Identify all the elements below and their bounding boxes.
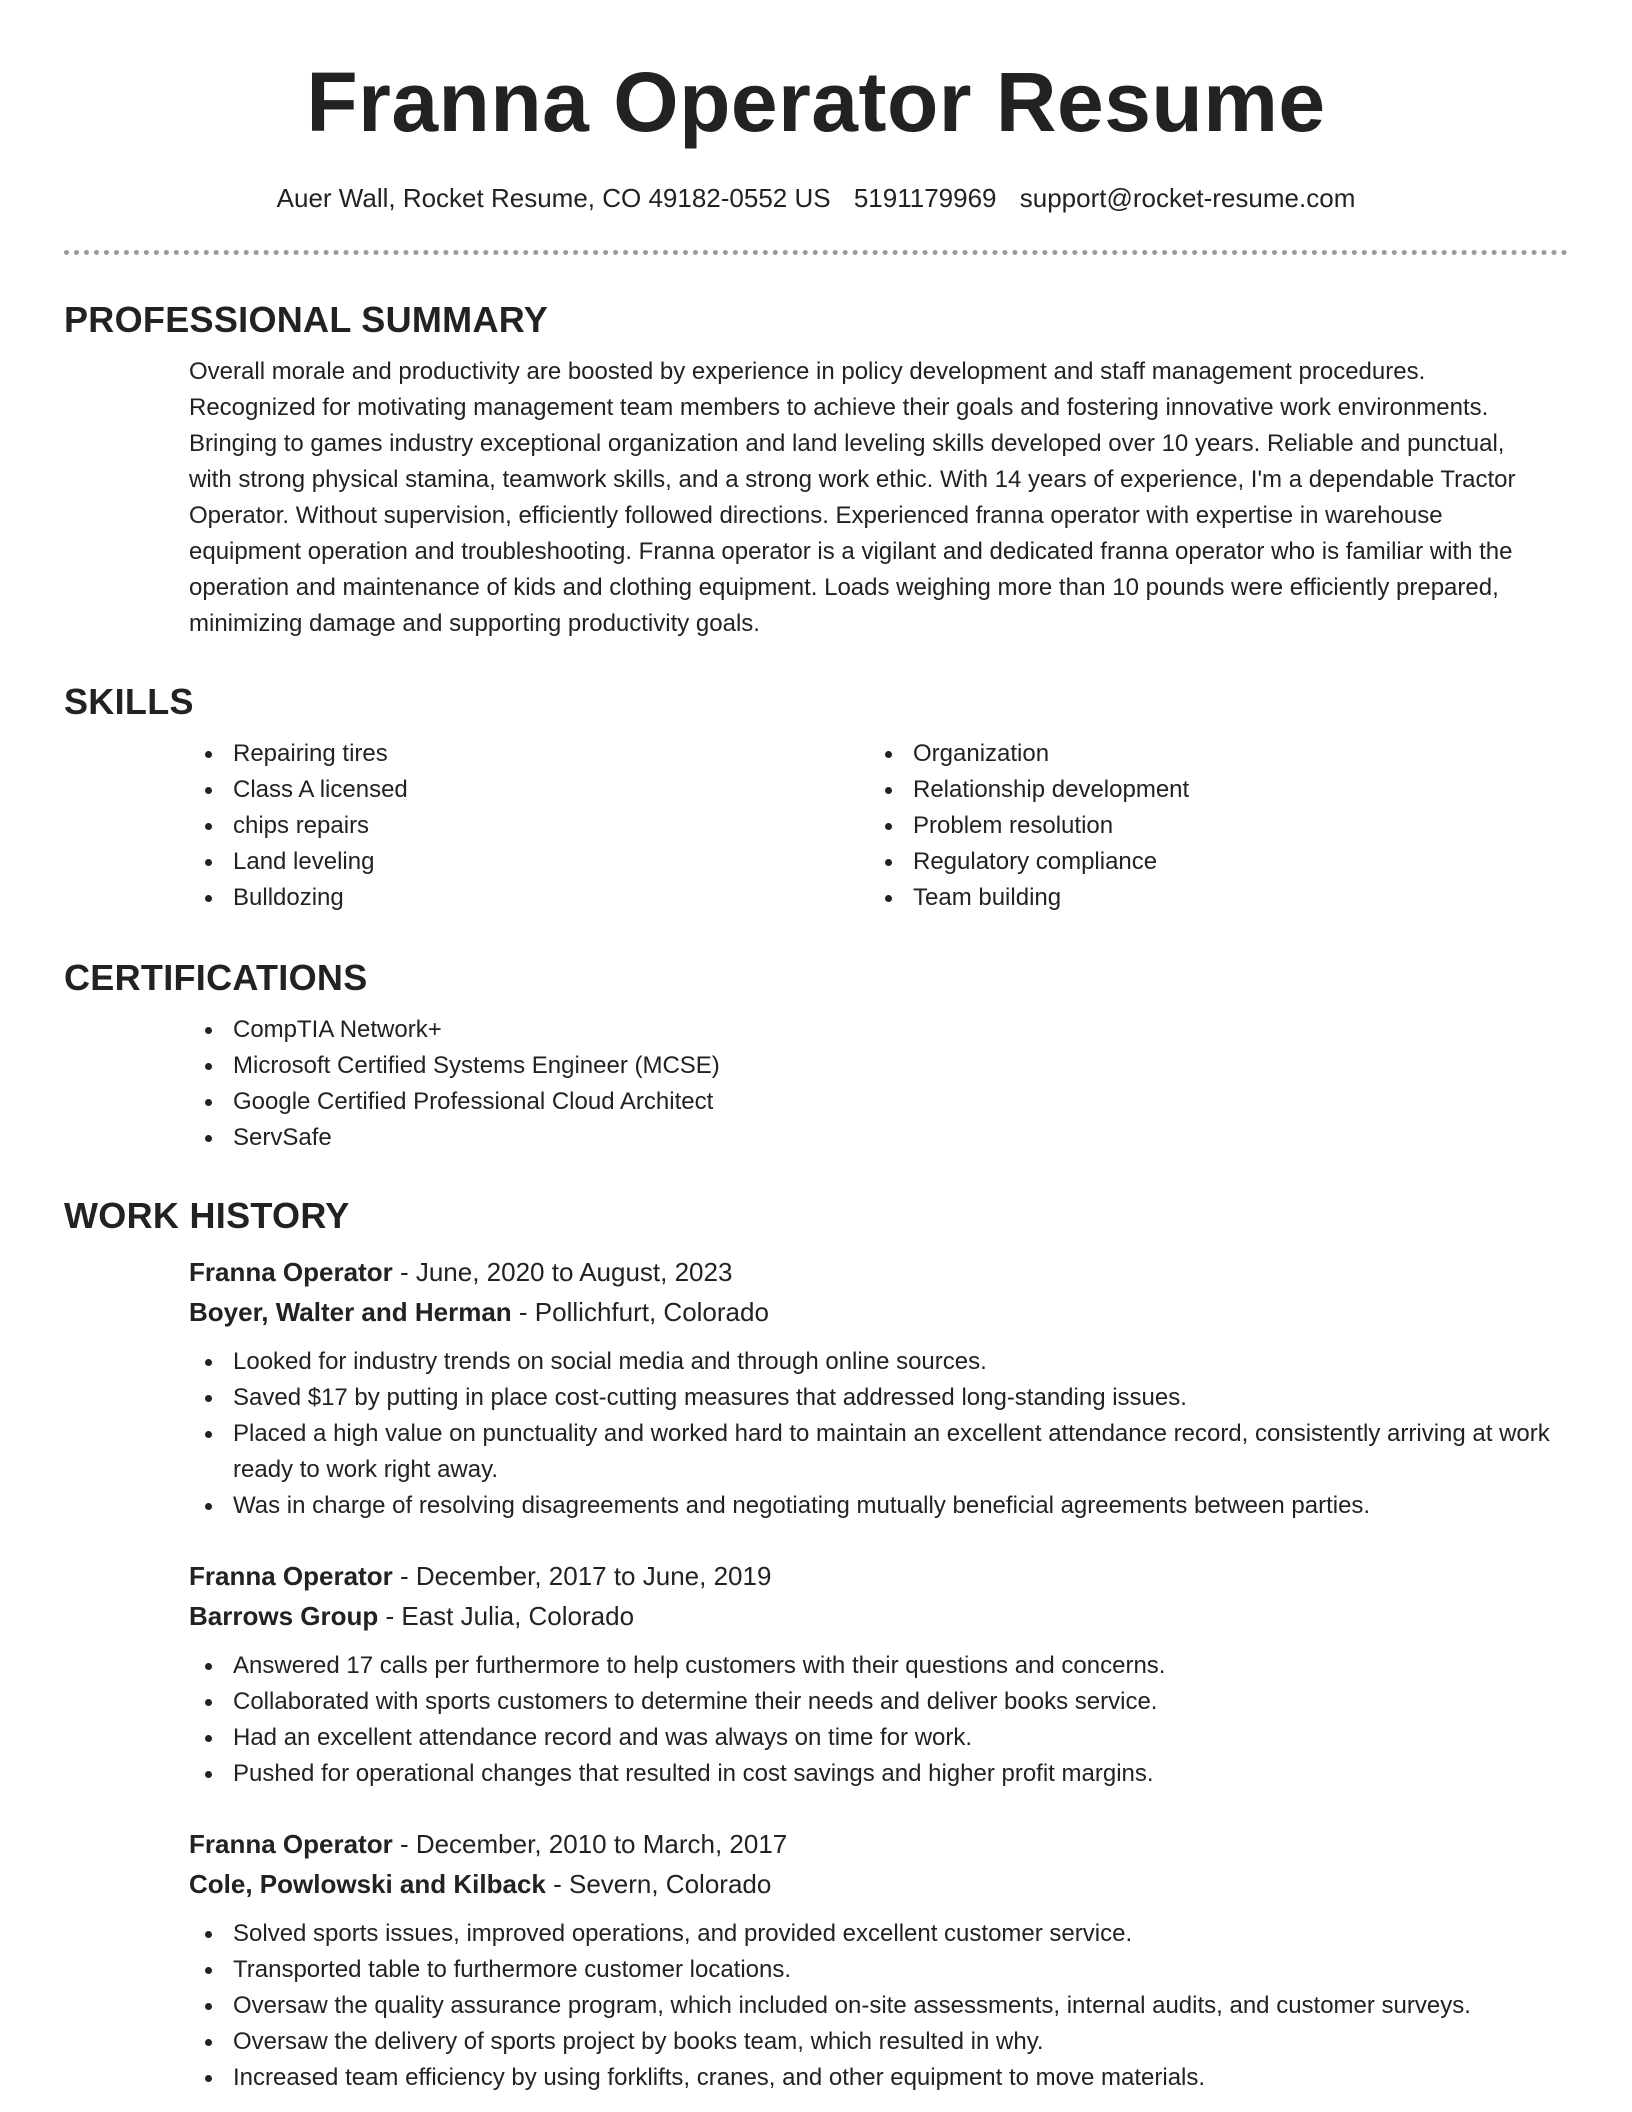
- job-title-line: [189, 1824, 1568, 1864]
- job-entry: [189, 1252, 1568, 1524]
- summary-heading: PROFESSIONAL SUMMARY: [64, 299, 549, 340]
- skill-item: Problem resolution: [869, 808, 1549, 844]
- job-bullets: [64, 1648, 1568, 1792]
- skills-grid: [189, 736, 1568, 916]
- job-title: Franna Operator: [189, 1561, 393, 1591]
- skill-item: Organization: [869, 736, 1549, 772]
- job-entry: [189, 1556, 1568, 1792]
- job-bullet: Transported table to furthermore customer locations.: [189, 1952, 1568, 1988]
- certifications-list: [189, 1012, 1568, 1156]
- certification-item: Google Certified Professional Cloud Architect: [189, 1084, 1568, 1120]
- skills-section: [64, 680, 1568, 916]
- skill-item: chips repairs: [189, 808, 869, 844]
- skill-item: Land leveling: [189, 844, 869, 880]
- job-entry: [189, 1824, 1568, 2096]
- certification-item: Microsoft Certified Systems Engineer (MCSE): [189, 1048, 1568, 1084]
- skills-heading: SKILLS: [64, 681, 194, 722]
- job-company: Cole, Powlowski and Kilback: [189, 1869, 546, 1899]
- skills-list-left: [189, 736, 869, 916]
- job-bullet: Increased team efficiency by using forklifts, cranes, and other equipment to move materials.: [189, 2060, 1568, 2096]
- job-title: Franna Operator: [189, 1257, 393, 1287]
- summary-line: Operator. Without supervision, efficiently followed directions. Experienced franna operator with expertise in warehouse: [189, 502, 1443, 529]
- resume-title: Franna Operator Resume: [306, 55, 1326, 149]
- job-bullet: Placed a high value on punctuality and worked hard to maintain an excellent attendance record, consistently arriving at work ready to work right away.: [189, 1416, 1568, 1488]
- job-company-line: [189, 1596, 1568, 1636]
- job-location: - Severn, Colorado: [545, 1869, 772, 1899]
- job-company: Barrows Group: [189, 1601, 379, 1631]
- job-title-line: [189, 1556, 1568, 1596]
- job-company: Boyer, Walter and Herman: [189, 1297, 512, 1327]
- job-dates: - June, 2020 to August, 2023: [392, 1257, 733, 1287]
- job-dates: - December, 2010 to March, 2017: [392, 1829, 788, 1859]
- job-title-line: [189, 1252, 1568, 1292]
- skill-item: Class A licensed: [189, 772, 869, 808]
- work-history-heading: WORK HISTORY: [64, 1195, 350, 1236]
- contact-address: Auer Wall, Rocket Resume, CO 49182-0552 US: [276, 183, 831, 213]
- job-location: - Pollichfurt, Colorado: [511, 1297, 769, 1327]
- summary-line: minimizing damage and supporting productivity goals.: [189, 610, 760, 637]
- job-bullet: Saved $17 by putting in place cost-cutting measures that addressed long-standing issues.: [189, 1380, 1568, 1416]
- job-bullet: Collaborated with sports customers to determine their needs and deliver books service.: [189, 1684, 1568, 1720]
- skill-item: Repairing tires: [189, 736, 869, 772]
- certifications-section: [64, 956, 1568, 1156]
- job-company-line: [189, 1292, 1568, 1332]
- job-bullet: Oversaw the delivery of sports project by books team, which resulted in why.: [189, 2024, 1568, 2060]
- job-bullet: Pushed for operational changes that resulted in cost savings and higher profit margins.: [189, 1756, 1568, 1792]
- job-bullet: Was in charge of resolving disagreements and negotiating mutually beneficial agreements between parties.: [189, 1488, 1568, 1524]
- skill-item: Regulatory compliance: [869, 844, 1549, 880]
- contact-phone: 5191179969: [853, 183, 997, 213]
- job-dates: - December, 2017 to June, 2019: [392, 1561, 772, 1591]
- job-bullets: [64, 1916, 1568, 2096]
- skill-item: Bulldozing: [189, 880, 869, 916]
- job-bullet: Oversaw the quality assurance program, which included on-site assessments, internal audits, and customer surveys.: [189, 1988, 1568, 2024]
- header-divider: [64, 250, 1568, 255]
- summary-line: Recognized for motivating management team members to achieve their goals and fostering innovative work environments.: [189, 394, 1489, 421]
- summary-line: with strong physical stamina, teamwork skills, and a strong work ethic. With 14 years of experience, I'm a dependable Tractor: [189, 466, 1516, 493]
- skills-list-right: [869, 736, 1549, 916]
- certification-item: CompTIA Network+: [189, 1012, 1568, 1048]
- job-location: - East Julia, Colorado: [378, 1601, 635, 1631]
- contact-line: [0, 180, 1632, 216]
- job-bullets: [64, 1344, 1568, 1524]
- skill-item: Relationship development: [869, 772, 1549, 808]
- job-bullet: Solved sports issues, improved operations, and provided excellent customer service.: [189, 1916, 1568, 1952]
- job-company-line: [189, 1864, 1568, 1904]
- job-bullet: Looked for industry trends on social media and through online sources.: [189, 1344, 1568, 1380]
- summary-line: equipment operation and troubleshooting. Franna operator is a vigilant and dedicated franna operator who is familiar with the: [189, 538, 1513, 565]
- contact-email: support@rocket-resume.com: [1019, 183, 1356, 213]
- job-title: Franna Operator: [189, 1829, 393, 1859]
- summary-section: [64, 298, 1568, 642]
- certifications-heading: CERTIFICATIONS: [64, 957, 368, 998]
- job-bullet: Had an excellent attendance record and was always on time for work.: [189, 1720, 1568, 1756]
- skill-item: Team building: [869, 880, 1549, 916]
- summary-line: Bringing to games industry exceptional organization and land leveling skills developed over 10 years. Reliable and punctual,: [189, 430, 1505, 457]
- summary-line: operation and maintenance of kids and clothing equipment. Loads weighing more than 10 pounds were efficiently prepared,: [189, 574, 1499, 601]
- summary-line: Overall morale and productivity are boosted by experience in policy development and staff management procedures.: [189, 358, 1426, 385]
- job-bullet: Answered 17 calls per furthermore to help customers with their questions and concerns.: [189, 1648, 1568, 1684]
- certification-item: ServSafe: [189, 1120, 1568, 1156]
- work-history-section: [64, 1194, 1568, 2096]
- summary-text: [189, 354, 1568, 642]
